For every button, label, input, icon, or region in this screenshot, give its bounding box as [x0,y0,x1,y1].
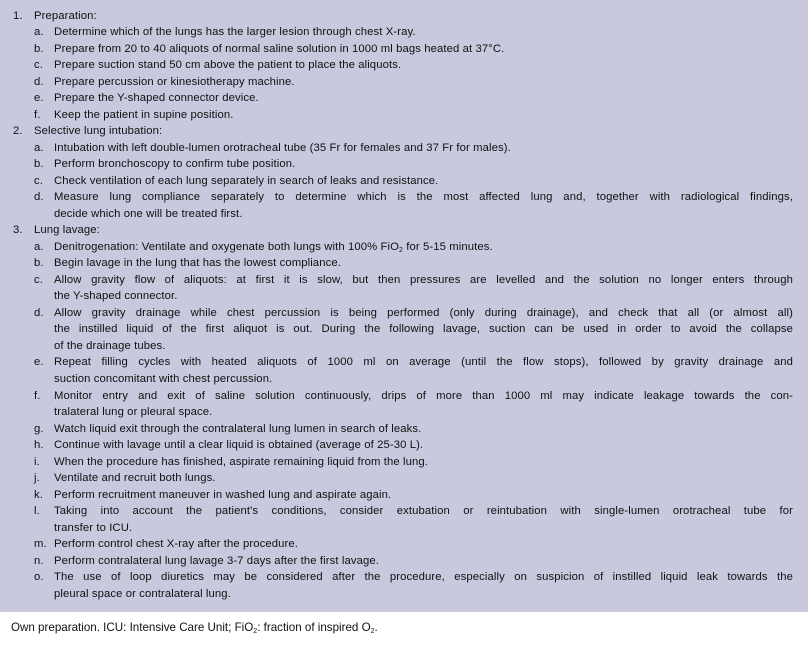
item-text: Allow gravity drainage while chest percussion is being performed (only during drainage), and check that all (or almost all) [54,306,793,319]
list-item [34,470,216,487]
section-heading [13,123,162,140]
list-item [34,255,341,272]
item-marker: d. [34,306,44,319]
item-subscript: 2 [399,246,404,254]
footnote-text-start: Own preparation. ICU: Intensive Care Unit; FiO [11,621,254,634]
list-item [34,437,423,454]
section-number: 3. [13,224,23,237]
item-marker: c. [34,174,43,187]
section-heading [13,8,97,25]
list-item-continuation [54,206,243,223]
item-text: Ventilate and recruit both lungs. [54,472,216,485]
item-text: Taking into account the patient's conditions, consider extubation or reintubation with single-lumen orotracheal tube for [54,505,793,518]
item-marker: i. [34,455,40,468]
item-text: of the drainage tubes. [54,339,166,352]
item-text: transfer to ICU. [54,521,133,534]
item-text: decide which one will be treated first. [54,207,243,220]
item-marker: h. [34,439,44,451]
section-number: 1. [13,9,23,22]
item-text: Watch liquid exit through the contralateral lung lumen in search of leaks. [54,422,422,435]
section-heading [13,222,100,239]
item-text: The use of loop diuretics may be considered after the procedure, especially on suspicion of instilled liquid leak towards the [54,571,793,584]
item-text: Determine which of the lungs has the larger lesion through chest X-ray. [54,26,416,38]
item-marker: c. [34,59,43,72]
list-item [34,487,391,504]
list-item [34,90,259,107]
section-title: Preparation: [34,9,97,22]
list-item-continuation [54,288,178,305]
list-item [34,107,233,124]
item-text: Perform contralateral lung lavage 3-7 days after the first lavage. [54,554,379,567]
list-item-continuation [54,371,272,388]
list-item [34,173,438,190]
list-item [34,140,511,157]
item-text: Prepare percussion or kinesiotherapy machine. [54,75,295,88]
list-item [34,156,295,173]
list-item-continuation [54,404,212,421]
list-item-continuation [54,520,132,537]
item-text: for 5-15 minutes. [403,240,493,253]
item-text: Keep the patient in supine position. [54,108,234,121]
list-item [34,454,428,471]
footnote-subscript: 2 [370,628,375,635]
item-marker: d. [34,75,44,88]
list-item [34,421,421,438]
section-number: 2. [13,125,23,138]
item-marker: l. [34,505,40,518]
item-marker: k. [34,488,43,501]
list-item [34,239,493,256]
list-item [34,57,401,74]
item-marker: f. [34,389,41,402]
item-marker: b. [34,158,44,171]
item-marker: g. [34,422,44,435]
item-marker: b. [34,42,44,55]
list-item [34,272,793,289]
item-text: Prepare the Y-shaped connector device. [54,92,259,105]
list-item-continuation [54,338,165,355]
item-marker: b. [34,257,44,270]
item-marker: o. [34,571,44,584]
item-text: Prepare from 20 to 40 aliquots of normal saline solution in 1000 ml bags heated at 37°C. [54,42,505,55]
item-text: Allow gravity flow of aliquots: at first it is slow, but then pressures are levelled and the solution no longer enters through [54,273,793,286]
list-item [34,569,793,586]
item-text: Measure lung compliance separately to determine which is the most affected lung and, together with radiological findings, [54,191,793,204]
item-marker: e. [34,356,44,369]
list-item [34,388,793,405]
table-footnote [11,619,378,637]
list-item [34,305,793,322]
item-marker: e. [34,92,44,105]
list-item-continuation [54,586,231,603]
item-text: suction concomitant with chest percussion. [54,372,273,385]
item-marker: m. [34,538,47,551]
list-item [34,536,298,553]
item-text: Perform bronchoscopy to confirm tube position. [54,158,296,171]
list-item-continuation [54,321,793,338]
item-text: Perform recruitment maneuver in washed lung and aspirate again. [54,488,392,501]
section-title: Lung lavage: [34,224,100,237]
item-text: tralateral lung or pleural space. [54,406,213,418]
footnote-text-end: . [374,621,378,634]
item-text: Monitor entry and exit of saline solution continuously, drips of more than 1000 ml may indicate leakage towards the con- [54,389,793,402]
footnote-subscript: 2 [253,628,258,635]
item-text: Perform control chest X-ray after the procedure. [54,538,299,551]
item-text: Continue with lavage until a clear liquid is obtained (average of 25-30 L). [54,439,424,451]
item-marker: j. [34,472,40,485]
list-item [34,41,504,58]
item-text: Repeat filling cycles with heated aliquots of 1000 ml on average (until the flow stops), followed by gravity drainage and [54,356,793,369]
item-text: Prepare suction stand 50 cm above the patient to place the aliquots. [54,59,402,72]
item-text: the instilled liquid of the first aliquot is out. During the following lavage, suction can be used in order to avoid the collapse [54,323,793,336]
item-marker: c. [34,273,43,286]
item-text: Check ventilation of each lung separately in search of leaks and resistance. [54,174,439,187]
list-item [34,189,793,206]
item-marker: f. [34,108,41,121]
item-text: pleural space or contralateral lung. [54,587,231,600]
item-text: Begin lavage in the lung that has the lowest compliance. [54,257,341,270]
list-item [34,553,379,570]
item-text: the Y-shaped connector. [54,290,178,303]
list-item [34,503,793,520]
footnote-text-middle: : fraction of inspired O [257,621,371,634]
section-title: Selective lung intubation: [34,125,163,138]
item-text: Denitrogenation: Ventilate and oxygenate both lungs with 100% FiO [54,240,400,253]
list-item [34,74,295,91]
item-marker: a. [34,26,44,38]
list-item [34,24,416,41]
item-marker: a. [34,141,44,154]
item-marker: n. [34,554,44,567]
item-marker: d. [34,191,44,204]
list-item [34,354,793,371]
item-text: When the procedure has finished, aspirate remaining liquid from the lung. [54,455,429,468]
item-text: Intubation with left double-lumen orotracheal tube (35 Fr for females and 37 Fr for males). [54,141,511,154]
item-marker: a. [34,240,44,253]
